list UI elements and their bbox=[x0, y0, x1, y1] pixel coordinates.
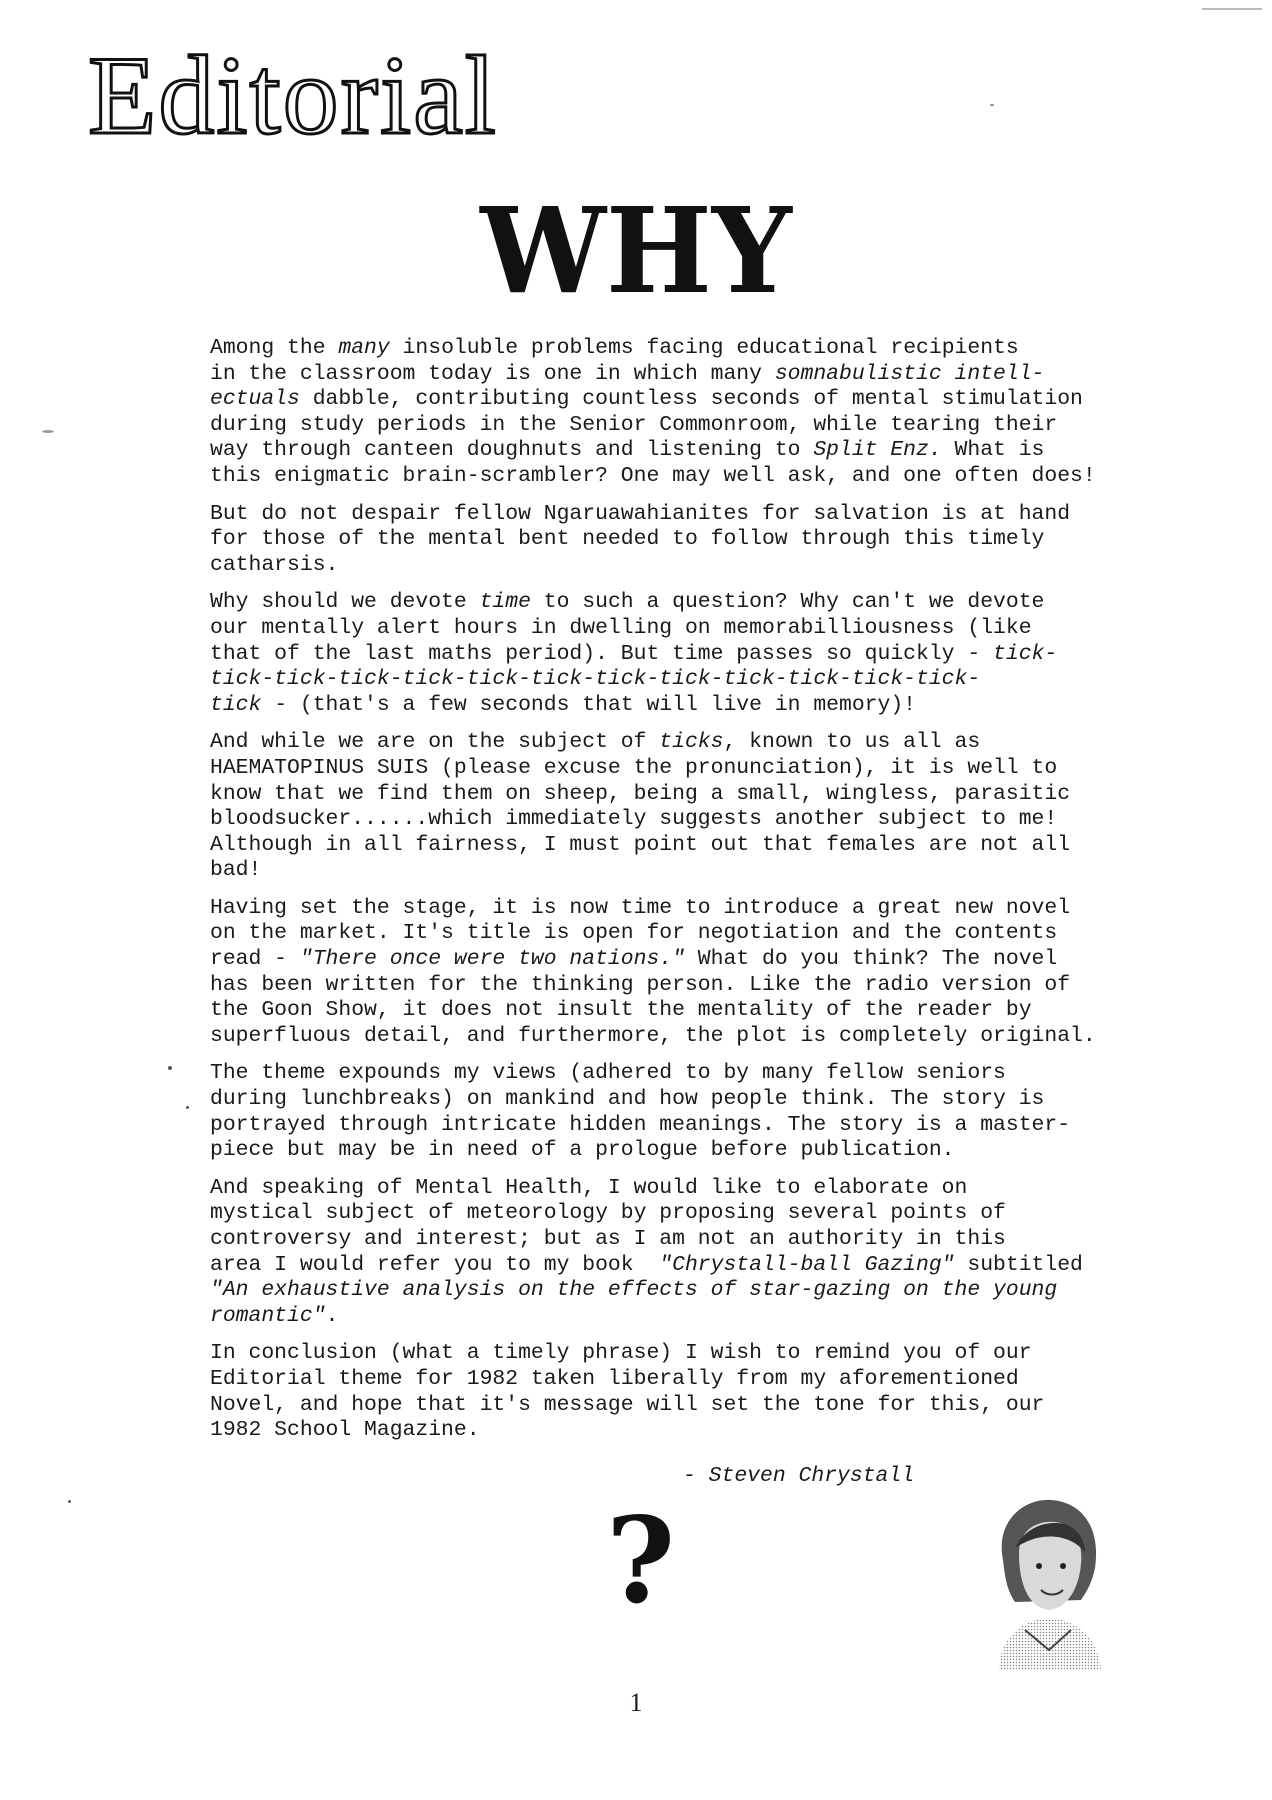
author-portrait bbox=[985, 1490, 1110, 1670]
paragraph-text: subtitled bbox=[967, 1252, 1083, 1277]
paragraph-text: But do not despair fellow Ngaruawahianites for salvation is at hand for those of the mental bent needed to follow through this timely catharsis. bbox=[210, 501, 1071, 577]
section-title: Editorial bbox=[88, 34, 498, 158]
paragraph-text: dabble, contributing countless seconds of mental stimulation during study periods in the Senior Commonroom, while tearing their way through canteen doughnuts and listening to bbox=[210, 387, 1083, 463]
scan-speck bbox=[186, 1106, 189, 1109]
author-signature: - Steven Chrystall bbox=[683, 1464, 915, 1488]
italic-text: Split Enz. bbox=[813, 438, 942, 463]
page-number: 1 bbox=[629, 1688, 643, 1717]
paragraph-text: What is this enigmatic brain-scrambler? One may well ask, and one often does! bbox=[210, 438, 1096, 488]
headline: WHY bbox=[480, 182, 792, 321]
paragraph-text: And speaking of Mental Health, I would like to elaborate on mystical subject of meteorology by proposing several points of controversy and interest; but as I am not an authority in this area I would refer you to my book bbox=[210, 1175, 1006, 1277]
italic-text: "An exhaustive analysis on the effects of star-gazing on the young romantic" bbox=[210, 1278, 1058, 1328]
article-paragraph bbox=[210, 730, 1115, 884]
paragraph-text: Among the bbox=[210, 336, 339, 360]
paragraph-text: to such a question? Why can't we devote our mentally alert hours in dwelling on memorabilliousness (like that of the last maths period). But time passes so quickly - bbox=[210, 590, 1045, 666]
italic-text: "There once were two nations." bbox=[299, 947, 685, 972]
article-paragraph bbox=[210, 1176, 1115, 1330]
question-mark-graphic: ? bbox=[606, 1491, 676, 1630]
paragraph-text: And while we are on the subject of bbox=[210, 730, 660, 755]
paragraph-text: - (that's a few seconds that will live in memory)! bbox=[261, 692, 917, 717]
article-paragraph bbox=[210, 1061, 1115, 1163]
paragraph-text: Having set the stage, it is now time to introduce a great new novel on the market. It's title is open for negotiation and the contents read - bbox=[210, 895, 1071, 972]
italic-text: ticks bbox=[659, 730, 724, 755]
italic-text: somnabulistic intell- ectuals bbox=[210, 361, 1045, 412]
paragraph-text: . bbox=[325, 1303, 339, 1328]
paragraph-text: What do you think? The novel has been written for the thinking person. Like the radio version of the Goon Show, it does not insult the mentality of the reader by superfluous detail, and furthermore, the plot is completely original. bbox=[210, 947, 1096, 1048]
scan-speck bbox=[42, 430, 54, 433]
article-paragraph bbox=[210, 1341, 1115, 1443]
italic-text: "Chrystall-ball Gazing" bbox=[659, 1252, 955, 1277]
article-body bbox=[210, 336, 1115, 1456]
italic-text: time bbox=[479, 590, 531, 615]
scan-speck bbox=[990, 104, 994, 106]
article-paragraph bbox=[210, 896, 1115, 1050]
paragraph-text: The theme expounds my views (adhered to by many fellow seniors during lunchbreaks) on mankind and how people think. The story is portrayed through intricate hidden meanings. The story is a master- piece but may be in need of a prologue before publication. bbox=[210, 1061, 1071, 1163]
scan-speck bbox=[168, 1066, 172, 1070]
paragraph-text: insoluble problems facing educational recipients in the classroom today is one in which many bbox=[210, 336, 1019, 386]
article-paragraph bbox=[210, 336, 1115, 490]
paragraph-text: Why should we devote bbox=[210, 590, 480, 615]
article-paragraph bbox=[210, 590, 1115, 718]
scan-artifact bbox=[1202, 8, 1262, 10]
paragraph-text: In conclusion (what a timely phrase) I wish to remind you of our Editorial theme for 1982 taken liberally from my aforementioned Novel, and hope that it's message will set the tone for this, our 1982 School Magazine. bbox=[210, 1341, 1045, 1443]
paragraph-text: , known to us all as HAEMATOPINUS SUIS (please excuse the pronunciation), it is well to know that we find them on sheep, being a small, wingless, parasitic bloodsucker......which immediately suggests another subject to me! Although in all fairness, I must point out that females are not all bad! bbox=[210, 730, 1071, 883]
scan-speck bbox=[68, 1500, 71, 1503]
italic-text: many bbox=[338, 336, 390, 360]
italic-text: tick- tick-tick-tick-tick-tick-tick-tick-tick-tick-tick-tick-tick- tick bbox=[210, 641, 1058, 717]
article-paragraph bbox=[210, 502, 1115, 579]
